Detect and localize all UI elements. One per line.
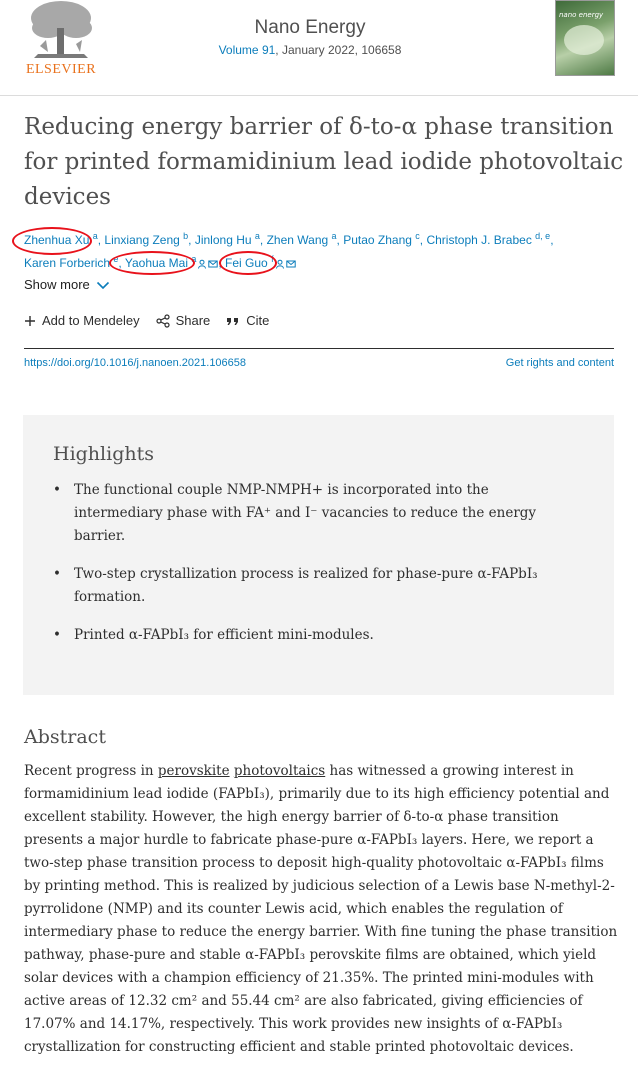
author-name: Yaohua Mai: [124, 256, 189, 270]
author-link[interactable]: [267, 233, 337, 247]
issue-details: , January 2022, 106658: [275, 43, 402, 57]
article-header: [0, 0, 638, 96]
affiliation-marker: c: [415, 231, 420, 241]
author-link[interactable]: [343, 233, 420, 247]
issue-line: [200, 40, 420, 60]
article-title: Reducing energy barrier of δ-to-α phase transition for printed formamidinium lead iodide photovoltaic devices: [24, 114, 624, 210]
highlights-box: [23, 415, 614, 695]
author-name: Jinlong Hu: [194, 233, 252, 247]
plus-icon: [24, 315, 36, 327]
affiliation-marker: f: [271, 254, 274, 264]
author-list: Zhenhua Xu $^a$ , Linxiang Zeng $^b$, Jinlong Hu $^a$, Zhen Wang $^a$, Putao Zhang $^c$, Christoph J. Brabec $^{d, e}$, Karen Forberich $^e$, Yaohua Mai $^a$ , Fei Guo $^f$: [24, 227, 624, 273]
affiliation-marker: a: [92, 231, 98, 241]
cite-button[interactable]: [226, 313, 269, 328]
author-name: Karen Forberich: [24, 256, 111, 270]
author-name: Zhenhua Xu: [24, 233, 90, 247]
cite-label: Cite: [246, 313, 270, 328]
author-link[interactable]: [195, 233, 260, 247]
author-name: Zhen Wang: [266, 233, 329, 247]
author-link[interactable]: [24, 233, 98, 247]
person-icon: [197, 259, 207, 269]
doi-row: [24, 357, 614, 369]
show-more-button[interactable]: [24, 277, 110, 292]
article-toolbar: [24, 313, 269, 328]
affiliation-marker: e: [113, 254, 119, 264]
journal-title[interactable]: Nano Energy: [254, 17, 366, 38]
quote-icon: [226, 315, 240, 327]
rights-link[interactable]: Get rights and content: [505, 357, 614, 369]
mendeley-label: Add to Mendeley: [42, 313, 140, 328]
volume-link[interactable]: Volume 91: [218, 43, 276, 57]
highlights-list: [53, 479, 573, 662]
author-link[interactable]: [426, 233, 550, 247]
share-icon: [156, 314, 170, 328]
author-name: Fei Guo: [225, 256, 268, 270]
email-icon[interactable]: [286, 259, 296, 269]
author-link[interactable]: [225, 256, 296, 270]
publisher-name: ELSEVIER: [25, 62, 97, 77]
abstract-heading: Abstract: [24, 726, 106, 748]
chevron-down-icon: [96, 280, 110, 290]
email-icon[interactable]: [208, 259, 218, 269]
affiliation-marker: b: [183, 231, 189, 241]
highlights-heading: Highlights: [53, 443, 154, 465]
photovoltaics-link[interactable]: photovoltaics: [233, 763, 326, 779]
affiliation-marker: d, e: [535, 231, 551, 241]
abstract-text: [24, 760, 618, 1059]
journal-info: [200, 16, 420, 60]
section-divider: [24, 348, 614, 349]
author-link[interactable]: [24, 256, 118, 270]
affiliation-marker: a: [191, 254, 197, 264]
person-icon: [275, 259, 285, 269]
doi-link[interactable]: https://doi.org/10.1016/j.nanoen.2021.106658: [24, 357, 247, 369]
cover-artwork: [564, 25, 604, 55]
affiliation-marker: a: [254, 231, 260, 241]
add-to-mendeley-button[interactable]: [24, 313, 140, 328]
author-link[interactable]: [125, 256, 219, 270]
affiliation-marker: a: [331, 231, 337, 241]
journal-cover-thumbnail[interactable]: [555, 0, 615, 76]
show-more-label: Show more: [24, 277, 90, 292]
author-name: Christoph J. Brabec: [426, 233, 532, 247]
share-button[interactable]: [156, 313, 211, 328]
highlight-item: • Printed α-FAPbI₃ for efficient mini-modules.: [53, 624, 573, 647]
author-name: Linxiang Zeng: [104, 233, 180, 247]
abstract-prefix: Recent progress in: [24, 763, 158, 779]
share-label: Share: [175, 313, 211, 328]
author-link[interactable]: [104, 233, 188, 247]
perovskite-link[interactable]: perovskite: [157, 763, 230, 779]
cover-title: nano energy: [559, 11, 604, 19]
highlight-item: • Two-step crystallization process is realized for phase-pure α-FAPbI₃ formation.: [53, 563, 573, 609]
author-name: Putao Zhang: [343, 233, 412, 247]
highlight-item: • The functional couple NMP-NMPH+ is incorporated into the intermediary phase with FA⁺ and I⁻ vacancies to reduce the energy barrier.: [53, 479, 573, 548]
abstract-body: has witnessed a growing interest in formamidinium lead iodide (FAPbI₃), primarily due to its high efficiency potential and excellent stability. However, the high energy barrier of δ-to-α phase transition presents a major hurdle to fabricate phase-pure α-FAPbI₃ layers. Here, we report a two-step phase transition process to deposit high-quality photovoltaic α-FAPbI₃ films by printing method. This is realized by judicious selection of a Lewis base N-methyl-2-pyrrolidone (NMP) and its counter Lewis acid, which enables the regulation of intermediary phase to reduce the energy barrier. With fine tuning the phase transition pathway, phase-pure and stable α-FAPbI₃ perovskite films are obtained, which yield solar devices with a champion efficiency of 21.35%. The printed mini-modules with active areas of 12.32 cm² and 55.44 cm² are also fabricated, giving efficiencies of 17.07% and 14.17%, respectively. This work provides new insights of α-FAPbI₃ crystallization for constructing efficient and stable printed photovoltaic devices.: [24, 763, 618, 1055]
